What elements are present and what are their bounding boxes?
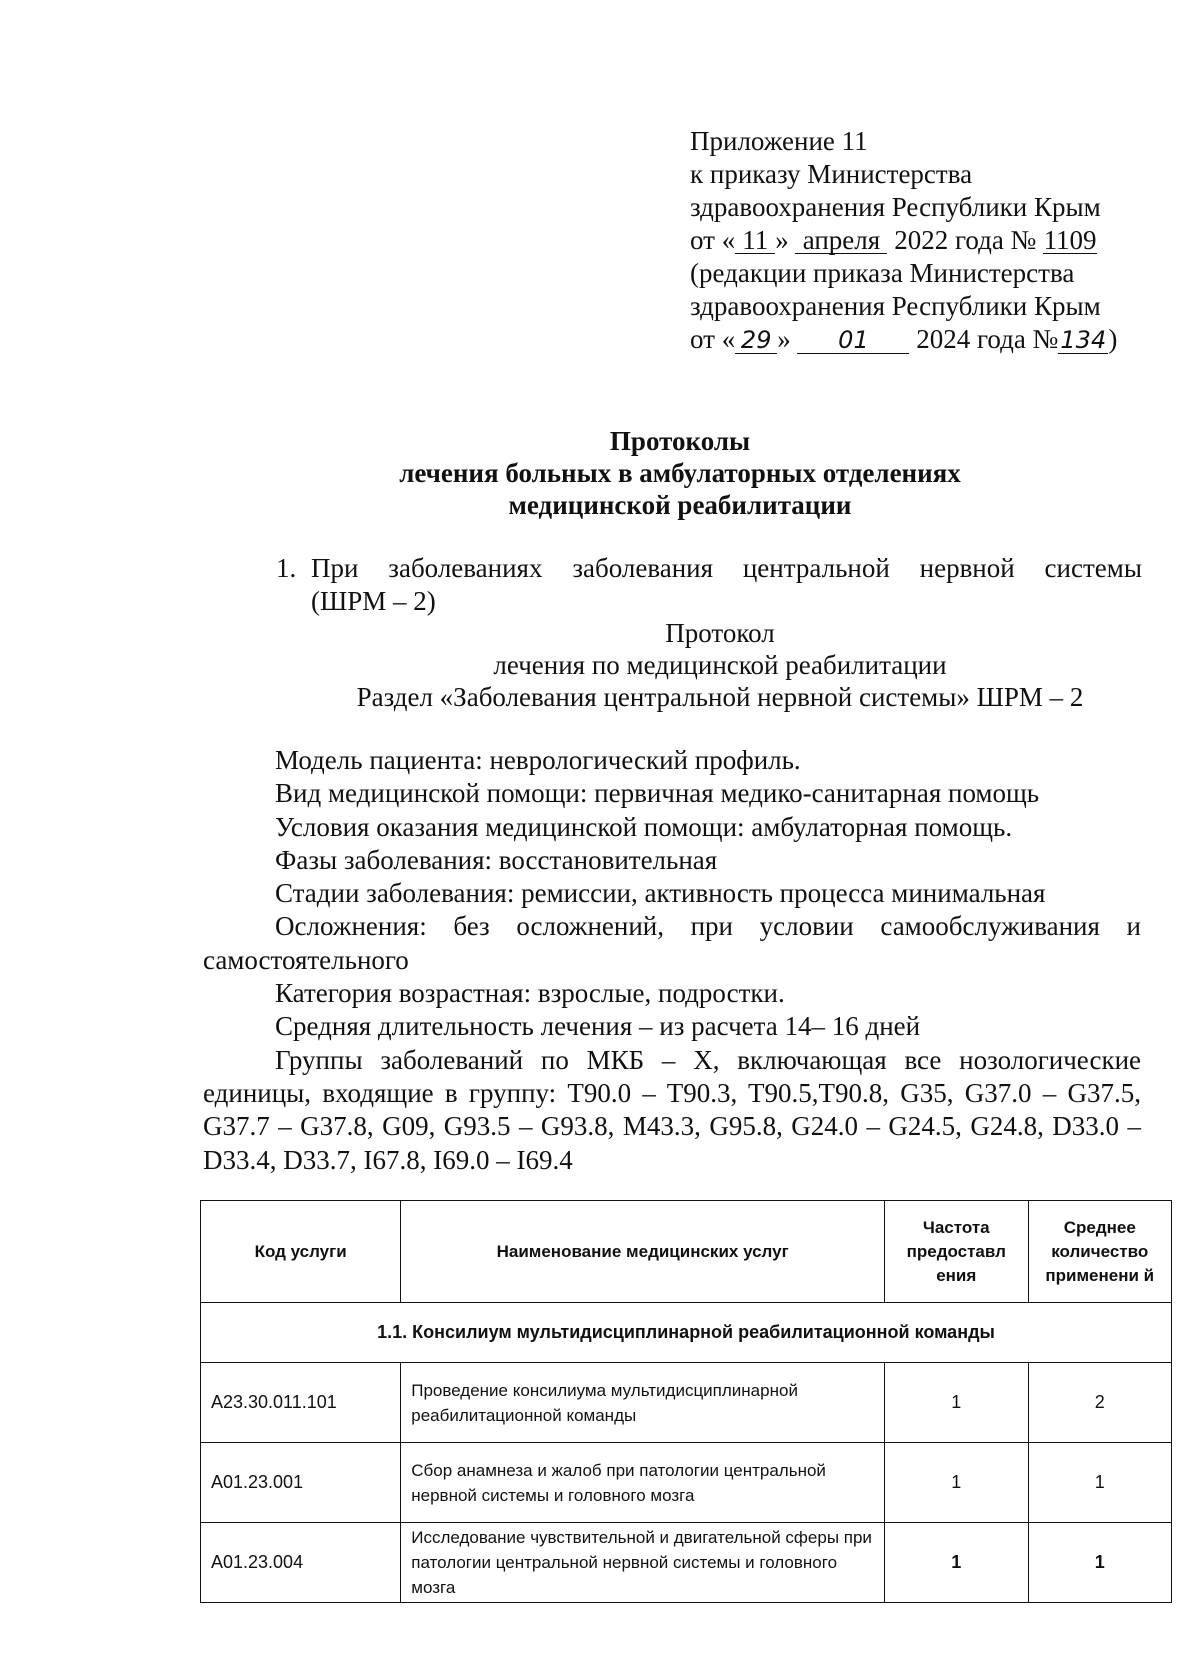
service-name: Исследование чувствительной и двигательной сферы при патологии центральной нервной системы и головного мозга bbox=[401, 1523, 885, 1603]
service-avg-count: 1 bbox=[1028, 1523, 1172, 1603]
quote-close: » bbox=[775, 225, 789, 255]
appendix-order-date bbox=[690, 224, 1117, 257]
appendix-line-3: здравоохранения Республики Крым bbox=[690, 192, 1101, 222]
table-header-row bbox=[201, 1201, 1172, 1303]
service-frequency: 1 bbox=[885, 1523, 1028, 1603]
disease-stages: Стадии заболевания: ремиссии, активность процесса минимальная bbox=[275, 878, 1046, 909]
protocol-line-2: лечения по медицинской реабилитации bbox=[493, 650, 947, 680]
treatment-duration: Средняя длительность лечения – из расчета 14– 16 дней bbox=[275, 1011, 921, 1042]
list-item-line-1: При заболеваниях заболевания центральной нервной системы bbox=[311, 553, 1142, 583]
appendix-line-6: здравоохранения Республики Крым bbox=[690, 291, 1101, 321]
care-type: Вид медицинской помощи: первичная медико-санитарная помощь bbox=[275, 778, 1040, 809]
service-avg-count: 1 bbox=[1028, 1443, 1172, 1523]
header-name: Наименование медицинских услуг bbox=[401, 1201, 885, 1303]
edit-month-handwritten: 01 bbox=[797, 327, 909, 354]
appendix-line-2: к приказу Министерства bbox=[690, 159, 973, 189]
protocol-line-3: Раздел «Заболевания центральной нервной системы» ШРМ – 2 bbox=[356, 682, 1084, 712]
title-line-1: Протоколы bbox=[609, 426, 751, 456]
services-table bbox=[200, 1200, 1172, 1603]
protocol-line-1: Протокол bbox=[665, 618, 775, 648]
edit-year: 2024 года № bbox=[916, 324, 1059, 354]
service-frequency: 1 bbox=[885, 1363, 1028, 1443]
order-month: апреля bbox=[795, 227, 887, 254]
order-year: 2022 года № bbox=[894, 225, 1037, 255]
order-day: 11 bbox=[735, 227, 775, 254]
list-item-1 bbox=[276, 552, 1142, 618]
service-code: A01.23.001 bbox=[201, 1443, 401, 1523]
list-item-number: 1. bbox=[276, 553, 297, 583]
service-avg-count: 2 bbox=[1028, 1363, 1172, 1443]
icd-groups: Группы заболеваний по МКБ – X, включающая все нозологические единицы, входящие в группу: T90.0 – T90.3, T90.5,T90.8, G35, G37.0 – G37.5, G37.7 – G37.8, G09, G93.5 – G93.8, M43.3, G95.8, G24.0 – G24.5, G24.8, D33.0 – D33.4, D33.7, I67.8, I69.0 – I69.4 bbox=[203, 1044, 1141, 1175]
service-frequency: 1 bbox=[885, 1443, 1028, 1523]
paren-close: ) bbox=[1108, 324, 1118, 354]
header-frequency: Частота предоставл ения bbox=[885, 1201, 1028, 1303]
protocol-heading bbox=[230, 617, 1200, 713]
section-title: 1.1. Консилиум мультидисциплинарной реабилитационной команды bbox=[201, 1303, 1172, 1363]
appendix-line-5: (редакции приказа Министерства bbox=[690, 258, 1075, 288]
disease-phases: Фазы заболевания: восстановительная bbox=[275, 844, 718, 875]
table-row bbox=[201, 1443, 1172, 1523]
complications: Осложнения: без осложнений, при условии самообслуживания и самостоятельного bbox=[203, 911, 1141, 975]
table-row bbox=[201, 1363, 1172, 1443]
title-line-3: медицинской реабилитации bbox=[508, 490, 852, 520]
service-code: A01.23.004 bbox=[201, 1523, 401, 1603]
care-conditions: Условия оказания медицинской помощи: амбулаторная помощь. bbox=[275, 811, 1013, 842]
edit-day-handwritten: 29 bbox=[735, 327, 777, 354]
appendix-line-1: Приложение 11 bbox=[690, 126, 868, 156]
header-code: Код услуги bbox=[201, 1201, 401, 1303]
appendix-block bbox=[690, 125, 1117, 356]
service-name: Сбор анамнеза и жалоб при патологии центральной нервной системы и головного мозга bbox=[401, 1443, 885, 1523]
table-section-row bbox=[201, 1303, 1172, 1363]
from-label: от « bbox=[690, 225, 736, 255]
list-item-line-2: (ШРМ – 2) bbox=[311, 586, 436, 616]
age-category: Категория возрастная: взрослые, подростки. bbox=[275, 978, 785, 1009]
edit-number-handwritten: 134 bbox=[1058, 327, 1108, 354]
from-label-2: от « bbox=[690, 324, 736, 354]
service-name: Проведение консилиума мультидисциплинарной реабилитационной команды bbox=[401, 1363, 885, 1443]
document-title bbox=[230, 425, 1130, 521]
service-code: A23.30.011.101 bbox=[201, 1363, 401, 1443]
header-avg-count: Среднее количество применени й bbox=[1028, 1201, 1172, 1303]
order-number: 1109 bbox=[1043, 225, 1097, 255]
quote-close-2: » bbox=[777, 324, 791, 354]
appendix-edit-date bbox=[690, 323, 1117, 356]
title-line-2: лечения больных в амбулаторных отделениях bbox=[399, 458, 961, 488]
patient-model: Модель пациента: неврологический профиль. bbox=[275, 745, 801, 775]
table-row bbox=[201, 1523, 1172, 1603]
patient-parameters bbox=[203, 744, 1141, 1177]
